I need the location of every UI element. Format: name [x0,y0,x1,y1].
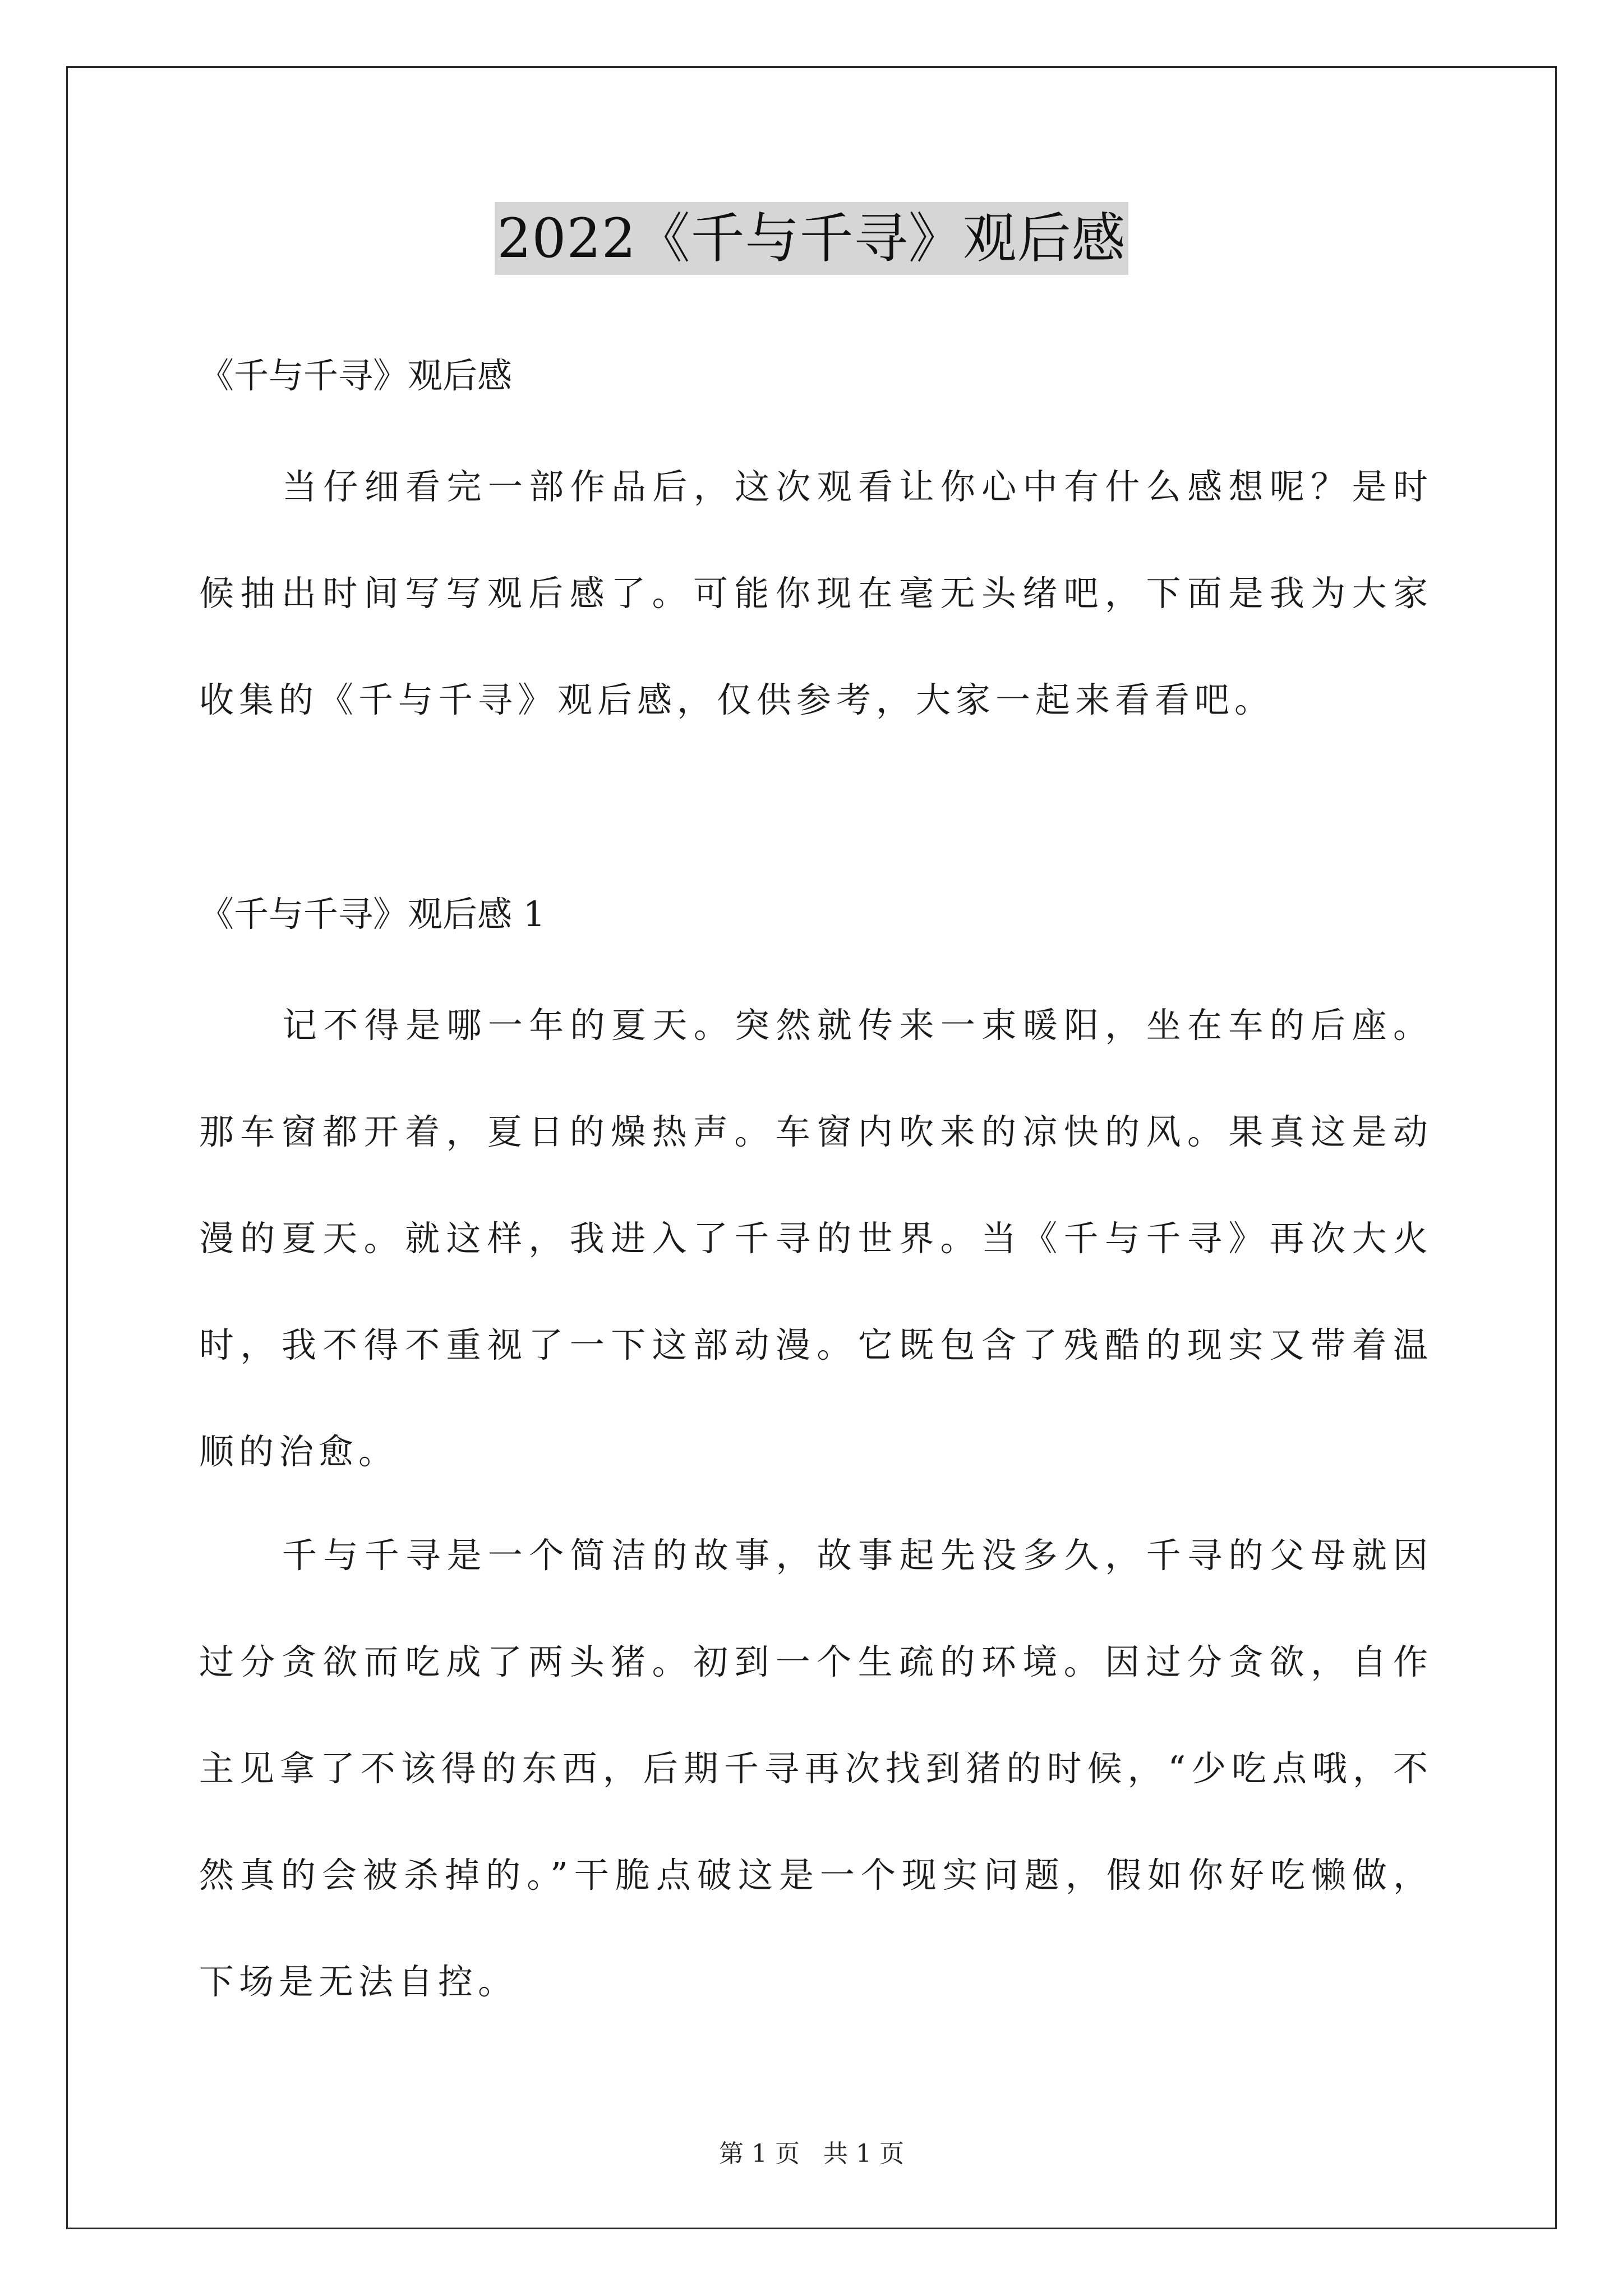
document-title: 2022《千与千寻》观后感 [495,202,1128,275]
title-block [0,202,1623,275]
section1-paragraph-1: 记不得是哪一年的夏天。突然就传来一束暖阳，坐在车的后座。那车窗都开着，夏日的燥热声。车窗内吹来的凉快的风。果真这是动漫的夏天。就这样，我进入了千寻的世界。当《千与千寻》再次大火时，我不得不重视了一下这部动漫。它既包含了残酷的现实又带着温顺的治愈。 [199,1005,1433,1472]
section-heading-1: 《千与千寻》观后感 1 [199,894,546,935]
page-footer: 第 1 页 共 1 页 [719,2139,904,2168]
section1-paragraph-2: 千与千寻是一个简洁的故事，故事起先没多久，千寻的父母就因过分贪欲而吃成了两头猪。初到一个生疏的环境。因过分贪欲，自作主见拿了不该得的东西，后期千寻再次找到猪的时候，“少吃点哦，不然真的会被杀掉的。”干脆点破这是一个现实问题，假如你好吃懒做，下场是无法自控。 [199,1535,1433,2002]
document-subtitle: 《千与千寻》观后感 [199,355,513,396]
intro-paragraph: 当仔细看完一部作品后，这次观看让你心中有什么感想呢？是时候抽出时间写写观后感了。可能你现在毫无头绪吧，下面是我为大家收集的《千与千寻》观后感，仅供参考，大家一起来看看吧。 [199,466,1433,720]
